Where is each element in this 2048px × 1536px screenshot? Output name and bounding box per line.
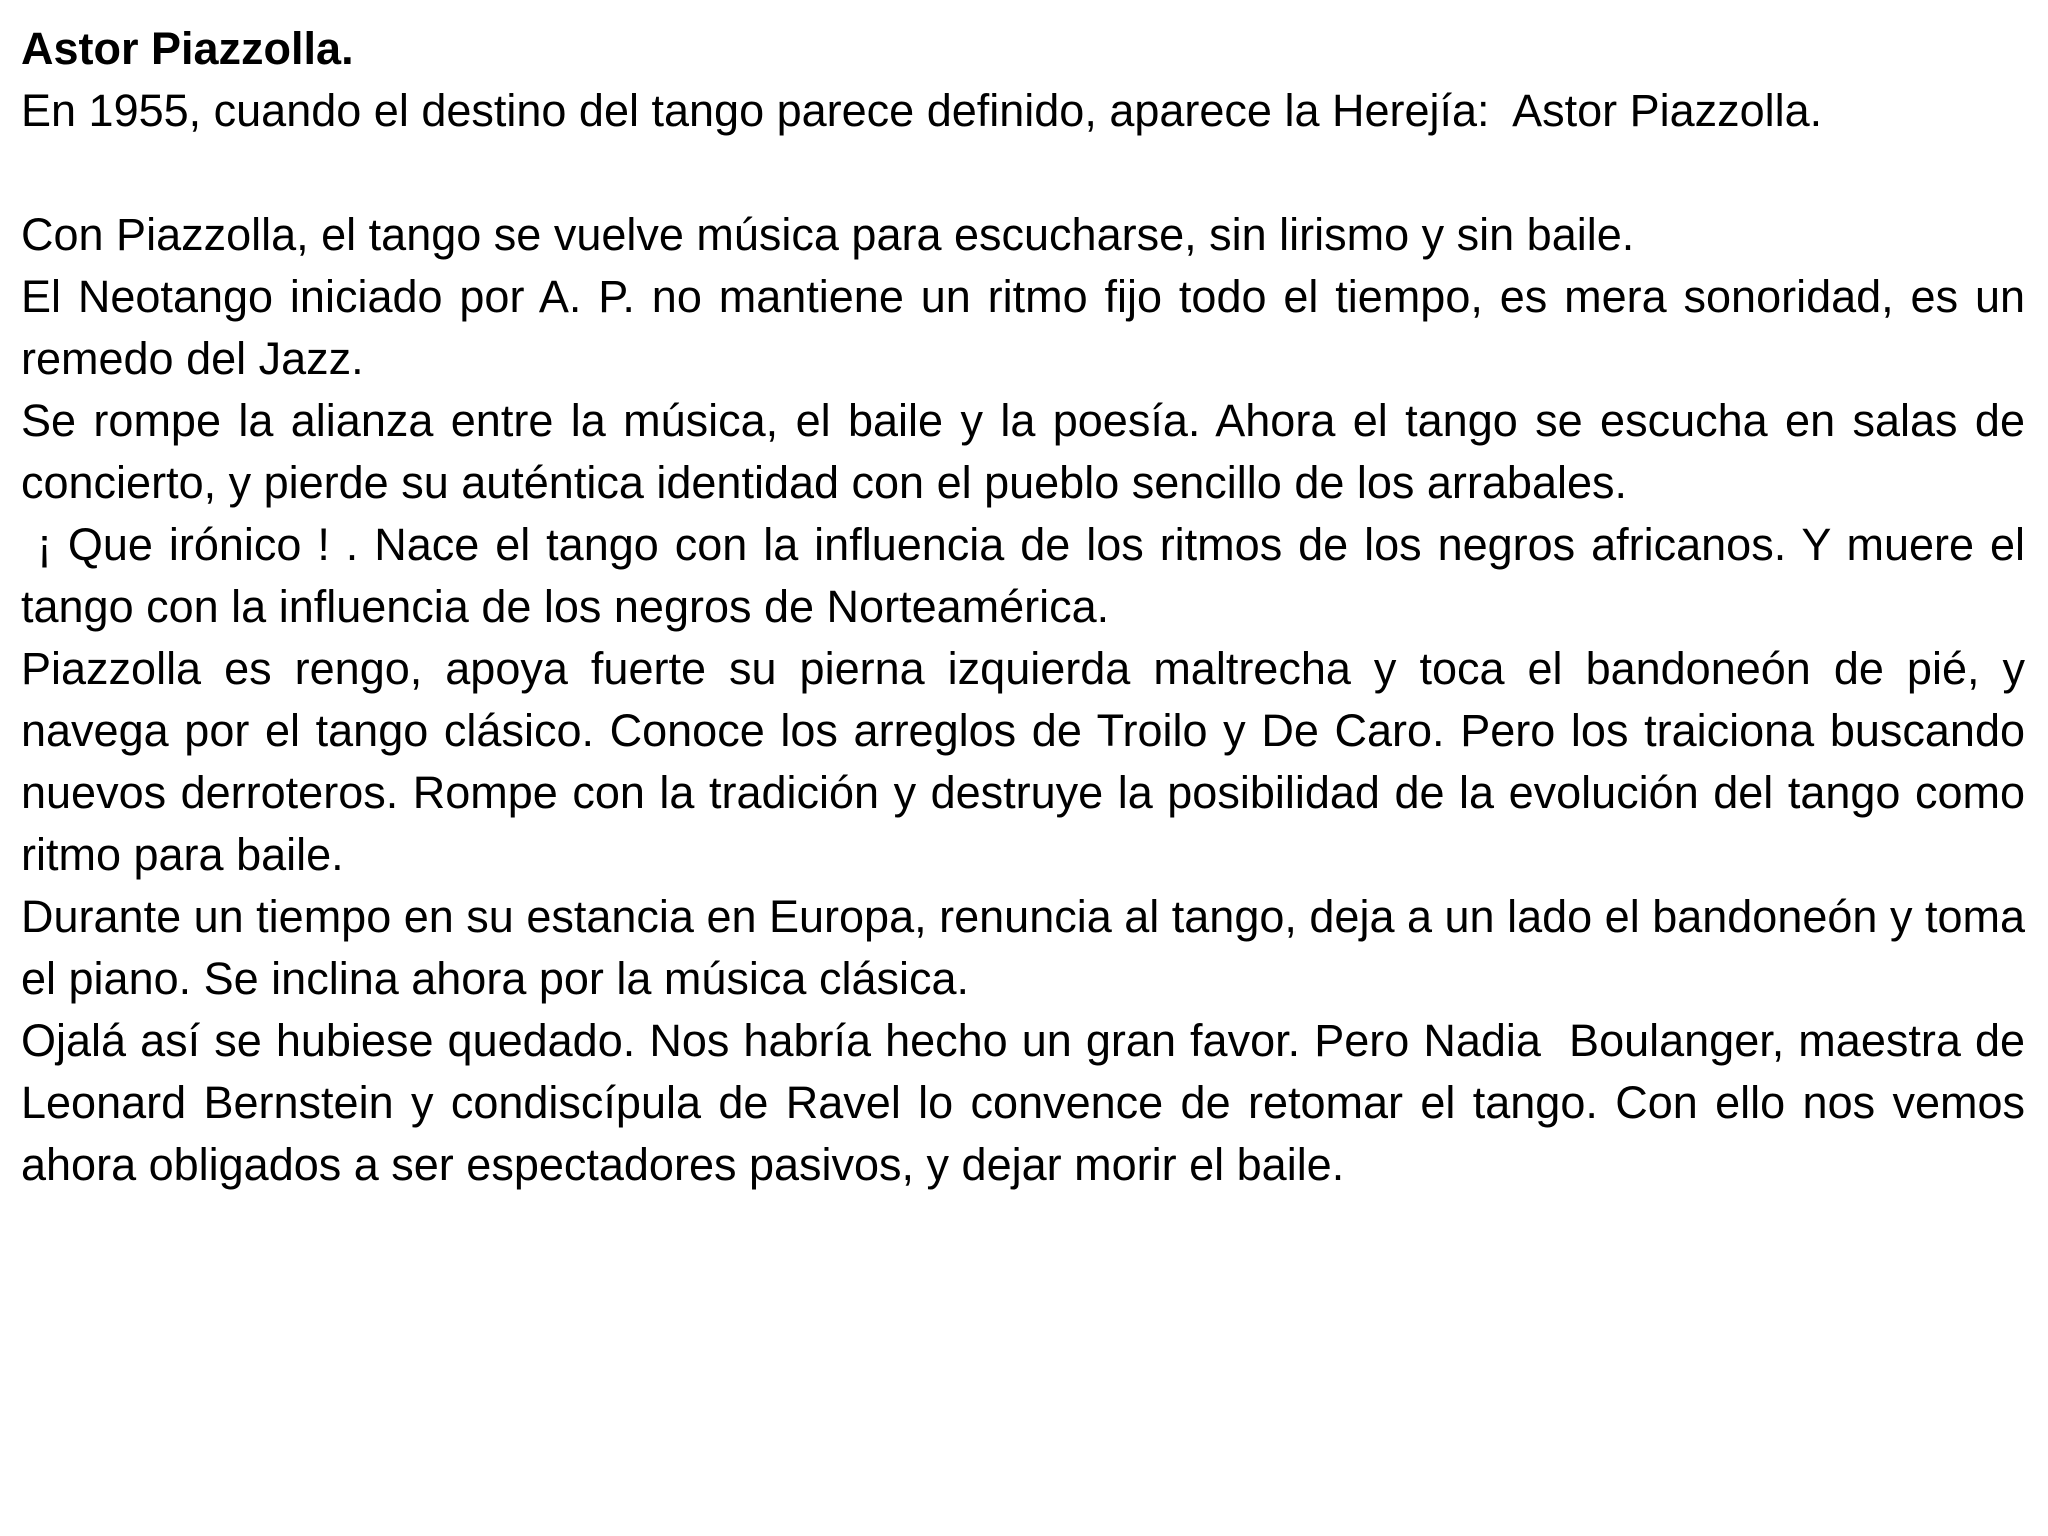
paragraph: ¡ Que irónico ! . Nace el tango con la influencia de los ritmos de los negros africanos. Y muere el tango con la influencia de los negros de Norteamérica. [21,519,2038,632]
document-title: Astor Piazzolla. [21,23,354,74]
paragraph: Se rompe la alianza entre la música, el baile y la poesía. Ahora el tango se escucha en salas de concierto, y pierde su auténtica identidad con el pueblo sencillo de los arrabales. [21,395,2038,508]
paragraph: El Neotango iniciado por A. P. no mantiene un ritmo fijo todo el tiempo, es mera sonoridad, es un remedo del Jazz. [21,271,2038,384]
paragraph: Piazzolla es rengo, apoya fuerte su pierna izquierda maltrecha y toca el bandoneón de pié, y navega por el tango clásico. Conoce los arreglos de Troilo y De Caro. Pero los traiciona buscando nuevos derroteros. Rompe con la tradición y destruye la posibilidad de la evolución del tango como ritmo para baile. [21,643,2038,880]
paragraph-intro: En 1955, cuando el destino del tango parece definido, aparece la Herejía: Astor Piazzolla. [21,85,1823,136]
paragraph: Con Piazzolla, el tango se vuelve música para escucharse, sin lirismo y sin baile. [21,209,1635,260]
blank-line [21,142,2025,204]
paragraph: Ojalá así se hubiese quedado. Nos habría hecho un gran favor. Pero Nadia Boulanger, maestra de Leonard Bernstein y condiscípula de Ravel lo convence de retomar el tango. Con ello nos vemos ahora obligados a ser espectadores pasivos, y dejar morir el baile. [21,1015,2038,1190]
document-page [21,18,2038,1196]
paragraph: Durante un tiempo en su estancia en Europa, renuncia al tango, deja a un lado el bandoneón y toma el piano. Se inclina ahora por la música clásica. [21,891,2038,1004]
